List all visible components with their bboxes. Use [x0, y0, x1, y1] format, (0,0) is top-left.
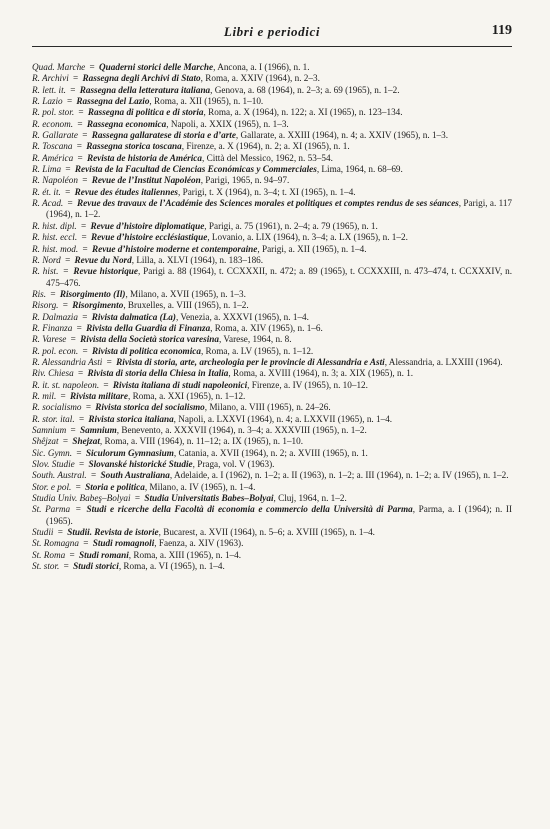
equals-sign: = [132, 493, 143, 504]
entry-title: Revue du Nord [74, 254, 132, 265]
periodicals-list [32, 62, 512, 572]
entry-abbreviation: R. hist. eccl. [32, 232, 78, 243]
entry-publication-info: , Milano, a. IV (1965), n. 1–4. [144, 481, 256, 492]
entry-title: Studi storici [73, 561, 119, 572]
entry-abbreviation: R. socialismo [32, 402, 82, 413]
list-item [32, 346, 512, 357]
entry-publication-info: , Gallarate, a. XXIII (1964), n. 4; a. XXIV (1965), n. 1–3. [235, 130, 449, 141]
entry-abbreviation: R. Alessandria Asti [32, 356, 103, 367]
entry-abbreviation: Sic. Gymn. [32, 447, 73, 458]
equals-sign: = [79, 232, 89, 243]
entry-abbreviation: St. Roma [32, 549, 66, 560]
entry-publication-info: , Lilla, a. XLVI (1964), n. 183–186. [131, 254, 264, 265]
entry-abbreviation: R. Nord [32, 254, 61, 265]
list-item [32, 538, 512, 549]
equals-sign: = [79, 130, 90, 141]
entry-title: Rivista della Società storica varesina [80, 334, 219, 345]
equals-sign: = [76, 107, 86, 118]
equals-sign: = [68, 334, 79, 345]
entry-title: Risorgimento (Il) [59, 288, 126, 299]
entry-title: Shejzat [72, 436, 100, 447]
list-item [32, 255, 512, 266]
entry-publication-info: , Parigi, a. 117 (1964), n. 1–2. [46, 198, 513, 220]
entry-abbreviation: R. Lima [32, 164, 62, 175]
entry-publication-info: , Praga, vol. V (1963). [192, 459, 275, 470]
entry-title: Rassegna gallaratese di storia e d’arte [91, 130, 236, 141]
equals-sign: = [104, 356, 115, 367]
entry-abbreviation: South. Austral. [32, 470, 87, 481]
list-item [32, 96, 512, 107]
list-item [32, 459, 512, 470]
entry-abbreviation: Risorg. [32, 300, 59, 311]
list-item [32, 448, 512, 459]
equals-sign: = [68, 425, 78, 435]
running-header [32, 22, 512, 46]
equals-sign: = [74, 322, 85, 333]
equals-sign: = [87, 62, 98, 72]
list-item [32, 130, 512, 141]
entry-title: Rassegna del Lazio [76, 96, 150, 107]
list-item [32, 391, 512, 402]
list-item [32, 153, 512, 164]
entry-publication-info: , Faenza, a. XIV (1963). [154, 538, 244, 549]
entry-title: Rivista della Guardia di Finanza [86, 322, 211, 333]
entry-abbreviation: Studii [32, 527, 54, 538]
entry-publication-info: , Roma, a. VIII (1964), n. 11–12; a. IX (1965), n. 1–10. [99, 436, 304, 447]
equals-sign: = [80, 243, 90, 254]
entry-title: Rivista italiana di studi napoleonici [112, 379, 248, 390]
list-item [32, 141, 512, 152]
entry-abbreviation: R. ét. it. [32, 186, 61, 197]
entry-title: Rivista militare [70, 390, 128, 401]
equals-sign: = [58, 390, 69, 401]
equals-sign: = [62, 186, 73, 197]
list-item [32, 164, 512, 175]
list-item [32, 289, 512, 300]
entry-abbreviation: R. Archivi [32, 73, 69, 84]
entry-publication-info: , Parigi, t. X (1964), n. 3–4; t. XI (1965), n. 1–4. [177, 186, 356, 197]
entry-title: Studia Universitatis Babes–Bolyai [144, 493, 274, 504]
list-item [32, 312, 512, 323]
equals-sign: = [63, 164, 73, 175]
entry-title: Rivista storica del socialismo [95, 402, 205, 413]
entry-publication-info: , Firenze, a. X (1964), n. 2; a. XI (1965), n. 1. [181, 141, 350, 152]
entry-title: Studi romani [78, 549, 129, 560]
entry-abbreviation: R. it. st. napoleon. [32, 379, 100, 390]
equals-sign: = [65, 198, 76, 209]
entry-title: Rivista storica italiana [88, 413, 174, 424]
entry-abbreviation: St. Romagna [32, 538, 79, 549]
equals-sign: = [62, 254, 73, 265]
entry-abbreviation: Quad. Marche [32, 62, 86, 72]
entry-title: Revue d’histoire moderne et contemporaine [91, 243, 258, 254]
entry-abbreviation: R. Gallarate [32, 130, 78, 141]
page-number: 119 [491, 23, 512, 38]
entry-publication-info: , Roma, a. XII (1965), n. 1–10. [149, 96, 264, 107]
entry-abbreviation: R. Napoléon [32, 175, 78, 186]
equals-sign: = [74, 447, 84, 458]
entry-publication-info: , Roma, a. XXI (1965), n. 1–12. [127, 390, 246, 401]
equals-sign: = [73, 481, 84, 492]
equals-sign: = [101, 379, 111, 390]
list-item [32, 323, 512, 334]
list-item [32, 368, 512, 379]
list-item [32, 357, 512, 368]
entry-title: Rassegna della letteratura italiana [79, 84, 211, 95]
entry-title: Studi e ricerche della Facoltà di economia e commercio della Università di Parma [86, 504, 413, 515]
equals-sign: = [75, 368, 86, 379]
entry-abbreviation: R. hist. mod. [32, 243, 79, 254]
entry-publication-info: , Adelaide, a. I (1962), n. 1–2; a. II (1963), n. 1–2; a. III (1964), n. 1–2; a. IV (1965), n. 1–2. [169, 470, 509, 481]
entry-publication-info: , Roma, a. XVIII (1964), n. 3; a. XIX (1965), n. 1. [228, 368, 414, 379]
list-item [32, 175, 512, 186]
equals-sign: = [75, 118, 85, 129]
equals-sign: = [78, 220, 89, 231]
entry-publication-info: , Parigi, 1965, n. 94–97. [200, 175, 290, 186]
equals-sign: = [80, 345, 90, 356]
entry-title: Revista de la Facultad de Ciencias Económicas y Commerciales [74, 164, 317, 175]
equals-sign: = [75, 152, 85, 163]
entry-title: Risorgimento [72, 300, 124, 311]
entry-title: Rassegna storica toscana [86, 141, 182, 152]
entry-publication-info: , Roma, a. XIV (1965), n. 1–6. [210, 322, 323, 333]
equals-sign: = [64, 96, 75, 107]
list-item [32, 266, 512, 289]
entry-publication-info: , Parigi, a. XII (1965), n. 1–4. [257, 243, 367, 254]
entry-publication-info: , Alessandria, a. LXXIII (1964). [384, 356, 503, 367]
list-item [32, 425, 512, 436]
entry-abbreviation: Stor. e pol. [32, 481, 72, 492]
list-item [32, 561, 512, 572]
list-item [32, 527, 512, 538]
list-item [32, 493, 512, 504]
entry-title: Rassegna economica [86, 118, 167, 129]
entry-title: Rivista di politica economica [91, 345, 201, 356]
equals-sign: = [55, 527, 66, 538]
running-title: Libri e periodici [223, 24, 321, 39]
list-item [32, 119, 512, 130]
entry-abbreviation: Studia Univ. Babeş–Bolyai [32, 493, 131, 504]
entry-publication-info: , Bucarest, a. XVII (1964), n. 5–6; a. XVIII (1965), n. 1–4. [158, 527, 375, 538]
list-item [32, 187, 512, 198]
equals-sign: = [79, 175, 90, 186]
entry-publication-info: , Bruxelles, a. VIII (1965), n. 1–2. [123, 300, 249, 311]
equals-sign: = [61, 561, 72, 572]
list-item [32, 436, 512, 447]
entry-abbreviation: R. Dalmazia [32, 311, 78, 322]
list-item [32, 470, 512, 481]
entry-abbreviation: R. econom. [32, 118, 74, 129]
entry-title: Revue de l’Institut Napoléon [91, 175, 201, 186]
entry-abbreviation: R. Varese [32, 334, 67, 345]
equals-sign: = [60, 266, 72, 277]
entry-publication-info: , Roma, a. VI (1965), n. 1–4. [118, 561, 225, 572]
entry-publication-info: , Roma, a. X (1964), n. 122; a. XI (1965), n. 123–134. [203, 107, 403, 118]
equals-sign: = [67, 84, 78, 95]
list-item [32, 334, 512, 345]
list-item [32, 62, 512, 73]
list-item [32, 221, 512, 232]
list-item [32, 300, 512, 311]
entry-publication-info: , Roma, a. LV (1965), n. 1–12. [200, 345, 314, 356]
entry-title: Quaderni storici delle Marche [99, 62, 214, 72]
entry-title: Slovanské historické Studie [88, 459, 193, 470]
list-item [32, 107, 512, 118]
entry-abbreviation: R. Toscana [32, 141, 73, 152]
list-item [32, 198, 512, 221]
list-item [32, 73, 512, 84]
entry-title: Rassegna di politica e di storia [87, 107, 204, 118]
entry-title: Revue des études italiennes [74, 186, 178, 197]
equals-sign: = [60, 300, 71, 311]
entry-publication-info: , Parma, a. I (1964); n. II (1965). [46, 504, 513, 526]
entry-abbreviation: R. América [32, 152, 74, 163]
equals-sign: = [88, 470, 99, 481]
entry-publication-info: , Lovanio, a. LIX (1964), n. 3–4; a. LX (1965), n. 1–2. [207, 232, 408, 243]
equals-sign: = [60, 436, 71, 447]
entry-publication-info: , Parigi a. 88 (1964), t. CCXXXII, n. 472; a. 89 (1965), t. CCXXXIII, n. 473–474, t. CCXXXIV, n. 475–476. [46, 266, 513, 288]
entry-abbreviation: R. Finanza [32, 322, 73, 333]
entry-abbreviation: R. hist. [32, 266, 59, 277]
entry-publication-info: , Genova, a. 68 (1964), n. 2–3; a. 69 (1965), n. 1–2. [210, 84, 400, 95]
entry-publication-info: , Catania, a. XVII (1964), n. 2; a. XVIII (1965), n. 1. [173, 447, 368, 458]
entry-title: Revista de historia de América [86, 152, 202, 163]
entry-publication-info: , Benevento, a. XXXVII (1964), n. 3–4; a. XXXVIII (1965), n. 1–2. [116, 425, 367, 435]
equals-sign: = [76, 413, 87, 424]
entry-publication-info: , Cluj, 1964, n. 1–2. [273, 493, 347, 504]
list-item [32, 380, 512, 391]
entry-title: South Australiana [100, 470, 170, 481]
entry-title: Rivista di storia della Chiesa in Italia [87, 368, 229, 379]
equals-sign: = [79, 311, 90, 322]
entry-abbreviation: St. Parma [32, 504, 71, 515]
list-item [32, 85, 512, 96]
entry-publication-info: , Roma, a. XIII (1965), n. 1–4. [128, 549, 242, 560]
equals-sign: = [80, 538, 91, 549]
equals-sign: = [72, 504, 85, 515]
entry-abbreviation: Riv. Chiesa [32, 368, 74, 379]
entry-title: Revue des travaux de l’Académie des Sciences morales et politiques et comptes rendus de ses séances [77, 198, 459, 209]
entry-abbreviation: Ris. [32, 288, 47, 299]
header-rule [32, 46, 512, 47]
equals-sign: = [74, 141, 85, 152]
list-item [32, 504, 512, 527]
entry-abbreviation: R. stor. ital. [32, 413, 75, 424]
entry-title: Siculorum Gymnasium [85, 447, 174, 458]
equals-sign: = [70, 73, 81, 84]
entry-title: Samnium [79, 425, 117, 435]
entry-abbreviation: R. mil. [32, 390, 57, 401]
list-item [32, 414, 512, 425]
entry-abbreviation: R. pol. stor. [32, 107, 75, 118]
entry-publication-info: , Varese, 1964, n. 8. [218, 334, 292, 345]
entry-publication-info: , Napoli, a. LXXVI (1964), n. 4; a. LXXVII (1965), n. 1–4. [173, 413, 393, 424]
entry-publication-info: , Lima, 1964, n. 68–69. [316, 164, 403, 175]
entry-abbreviation: St. stor. [32, 561, 60, 572]
entry-title: Revue historique [73, 266, 138, 277]
list-item [32, 232, 512, 243]
entry-publication-info: , Milano, a. XVII (1965), n. 1–3. [125, 288, 246, 299]
equals-sign: = [76, 459, 87, 470]
entry-title: Studi romagnoli [92, 538, 155, 549]
equals-sign: = [67, 549, 77, 560]
entry-abbreviation: R. Acad. [32, 198, 64, 209]
entry-abbreviation: Samnium [32, 425, 67, 435]
entry-abbreviation: R. hist. dipl. [32, 220, 77, 231]
entry-abbreviation: R. pol. econ. [32, 345, 79, 356]
list-item [32, 550, 512, 561]
list-item [32, 402, 512, 413]
entry-abbreviation: Shêjzat [32, 436, 59, 447]
entry-publication-info: , Firenze, a. IV (1965), n. 10–12. [247, 379, 368, 390]
entry-publication-info: , Città del Messico, 1962, n. 53–54. [201, 152, 333, 163]
entry-title: Revue d’histoire ecclésiastique [90, 232, 208, 243]
list-item [32, 244, 512, 255]
entry-publication-info: , Roma, a. XXIV (1964), n. 2–3. [200, 73, 320, 84]
entry-abbreviation: R. lett. it. [32, 84, 66, 95]
entry-publication-info: , Venezia, a. XXXVI (1965), n. 1–4. [175, 311, 309, 322]
entry-title: Rivista di storia, arte, archeologia per le provincie di Alessandria e Asti [116, 356, 385, 367]
entry-publication-info: , Milano, a. VIII (1965), n. 24–26. [204, 402, 331, 413]
entry-title: Rivista dalmatica (La) [91, 311, 176, 322]
equals-sign: = [83, 402, 94, 413]
equals-sign: = [48, 288, 58, 299]
entry-title: Storia e politica [85, 481, 145, 492]
entry-abbreviation: R. Lazio [32, 96, 63, 107]
entry-publication-info: , Ancona, a. I (1966), n. 1. [213, 62, 310, 72]
entry-publication-info: , Napoli, a. XXIX (1965), n. 1–3. [166, 118, 289, 129]
entry-title: Revue d’histoire diplomatique [90, 220, 205, 231]
list-item [32, 482, 512, 493]
entry-abbreviation: Slov. Studie [32, 459, 75, 470]
entry-title: Rassegna degli Archivi di Stato [82, 73, 201, 84]
entry-publication-info: , Parigi, a. 75 (1961), n. 2–4; a. 79 (1965), n. 1. [204, 220, 378, 231]
entry-title: Studii. Revista de istorie [67, 527, 159, 538]
